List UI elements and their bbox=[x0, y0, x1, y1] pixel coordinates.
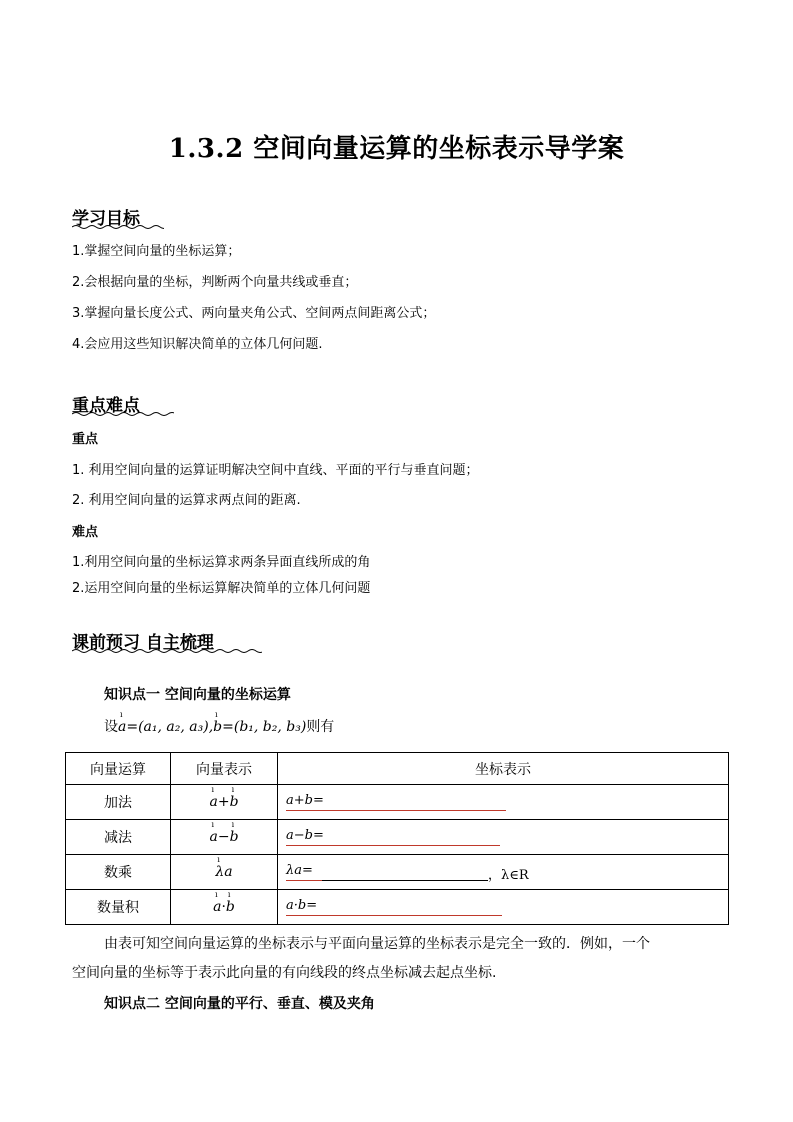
paragraph-line: 空间向量的坐标等于表示此向量的有向线段的终点坐标减去起点坐标. bbox=[72, 965, 497, 981]
section-heading-goals: 学习目标 bbox=[72, 209, 140, 229]
formula-text: a·b= bbox=[286, 898, 318, 913]
expr-vector: ı a bbox=[213, 899, 221, 915]
goal-item: 4.会应用这些知识解决简单的立体几何问题. bbox=[72, 337, 323, 352]
table-cell-formula bbox=[278, 785, 729, 820]
expr-vector: ı b bbox=[230, 829, 239, 845]
formula-underline bbox=[286, 810, 330, 811]
expr-operator: − bbox=[217, 829, 230, 845]
table-cell-op: 数量积 bbox=[66, 890, 171, 925]
expr-vector: ı a bbox=[209, 829, 217, 845]
table-row bbox=[66, 890, 729, 925]
expr-operator: + bbox=[217, 794, 230, 810]
hard-label: 难点 bbox=[72, 525, 99, 540]
answer-blank[interactable] bbox=[330, 845, 500, 846]
table-header: 坐标表示 bbox=[278, 753, 729, 785]
table-cell-op: 减法 bbox=[66, 820, 171, 855]
formula-text: a+b= bbox=[286, 793, 324, 808]
wavy-underline bbox=[72, 411, 174, 417]
paragraph-line: 由表可知空间向量运算的坐标表示与平面向量运算的坐标表示是完全一致的．例如，一个 bbox=[104, 936, 650, 952]
expr-operator: · bbox=[221, 899, 226, 915]
table-header: 向量表示 bbox=[171, 753, 278, 785]
table-row bbox=[66, 855, 729, 890]
table-cell-formula bbox=[278, 820, 729, 855]
page-title: 1.3.2 空间向量运算的坐标表示导学案 bbox=[168, 134, 625, 164]
knowledge-point-2-title: 知识点二 空间向量的平行、垂直、模及夹角 bbox=[104, 996, 375, 1012]
formula-underline bbox=[286, 845, 330, 846]
table-cell-formula bbox=[278, 855, 729, 890]
table-cell-op: 加法 bbox=[66, 785, 171, 820]
key-label: 重点 bbox=[72, 432, 99, 447]
vector-a: ı a bbox=[118, 719, 126, 735]
table-header-row bbox=[66, 753, 729, 785]
table-cell-expr bbox=[171, 820, 278, 855]
expr-vector: ı a bbox=[209, 794, 217, 810]
goal-item: 3.掌握向量长度公式、两向量夹角公式、空间两点间距离公式； bbox=[72, 306, 436, 321]
lambda-domain: ，λ∈R bbox=[488, 868, 529, 883]
formula-text: λa= bbox=[286, 863, 313, 878]
table-row bbox=[66, 785, 729, 820]
goal-item: 1.掌握空间向量的坐标运算； bbox=[72, 244, 241, 259]
vector-b: ı b bbox=[213, 719, 222, 735]
answer-blank[interactable] bbox=[322, 880, 488, 881]
expr-vector: ı b bbox=[226, 899, 235, 915]
key-item: 2. 利用空间向量的运算求两点间的距离. bbox=[72, 493, 301, 508]
table-cell-formula bbox=[278, 890, 729, 925]
wavy-underline bbox=[72, 224, 164, 230]
expr-vector: ı λa bbox=[215, 864, 232, 880]
wavy-underline bbox=[72, 648, 262, 654]
table-cell-expr bbox=[171, 785, 278, 820]
formula-text: a−b= bbox=[286, 828, 324, 843]
key-item: 1. 利用空间向量的运算证明解决空间中直线、平面的平行与垂直问题； bbox=[72, 463, 479, 478]
setup-b-coords: =(b₁, b₂, b₃) bbox=[222, 719, 307, 735]
setup-a-coords: =(a₁, a₂, a₃), bbox=[126, 719, 214, 735]
setup-suffix: 则有 bbox=[306, 719, 335, 735]
table-cell-expr bbox=[171, 890, 278, 925]
table-header: 向量运算 bbox=[66, 753, 171, 785]
section-heading-keypoints: 重点难点 bbox=[72, 396, 140, 416]
formula-underline bbox=[286, 880, 322, 881]
hard-item: 1.利用空间向量的坐标运算求两条异面直线所成的角 bbox=[72, 555, 371, 570]
expr-vector: ı b bbox=[230, 794, 239, 810]
answer-blank[interactable] bbox=[330, 810, 506, 811]
answer-blank[interactable] bbox=[330, 915, 502, 916]
setup-line bbox=[104, 716, 334, 736]
table-cell-expr bbox=[171, 855, 278, 890]
table-row bbox=[66, 820, 729, 855]
formula-underline bbox=[286, 915, 330, 916]
knowledge-point-1-title: 知识点一 空间向量的坐标运算 bbox=[104, 687, 291, 703]
vector-operations-table bbox=[65, 752, 729, 925]
table-cell-op: 数乘 bbox=[66, 855, 171, 890]
hard-item: 2.运用空间向量的坐标运算解决简单的立体几何问题 bbox=[72, 581, 371, 596]
section-heading-preview: 课前预习 自主梳理 bbox=[72, 633, 214, 653]
setup-prefix: 设 bbox=[104, 719, 118, 735]
goal-item: 2.会根据向量的坐标，判断两个向量共线或垂直； bbox=[72, 275, 358, 290]
